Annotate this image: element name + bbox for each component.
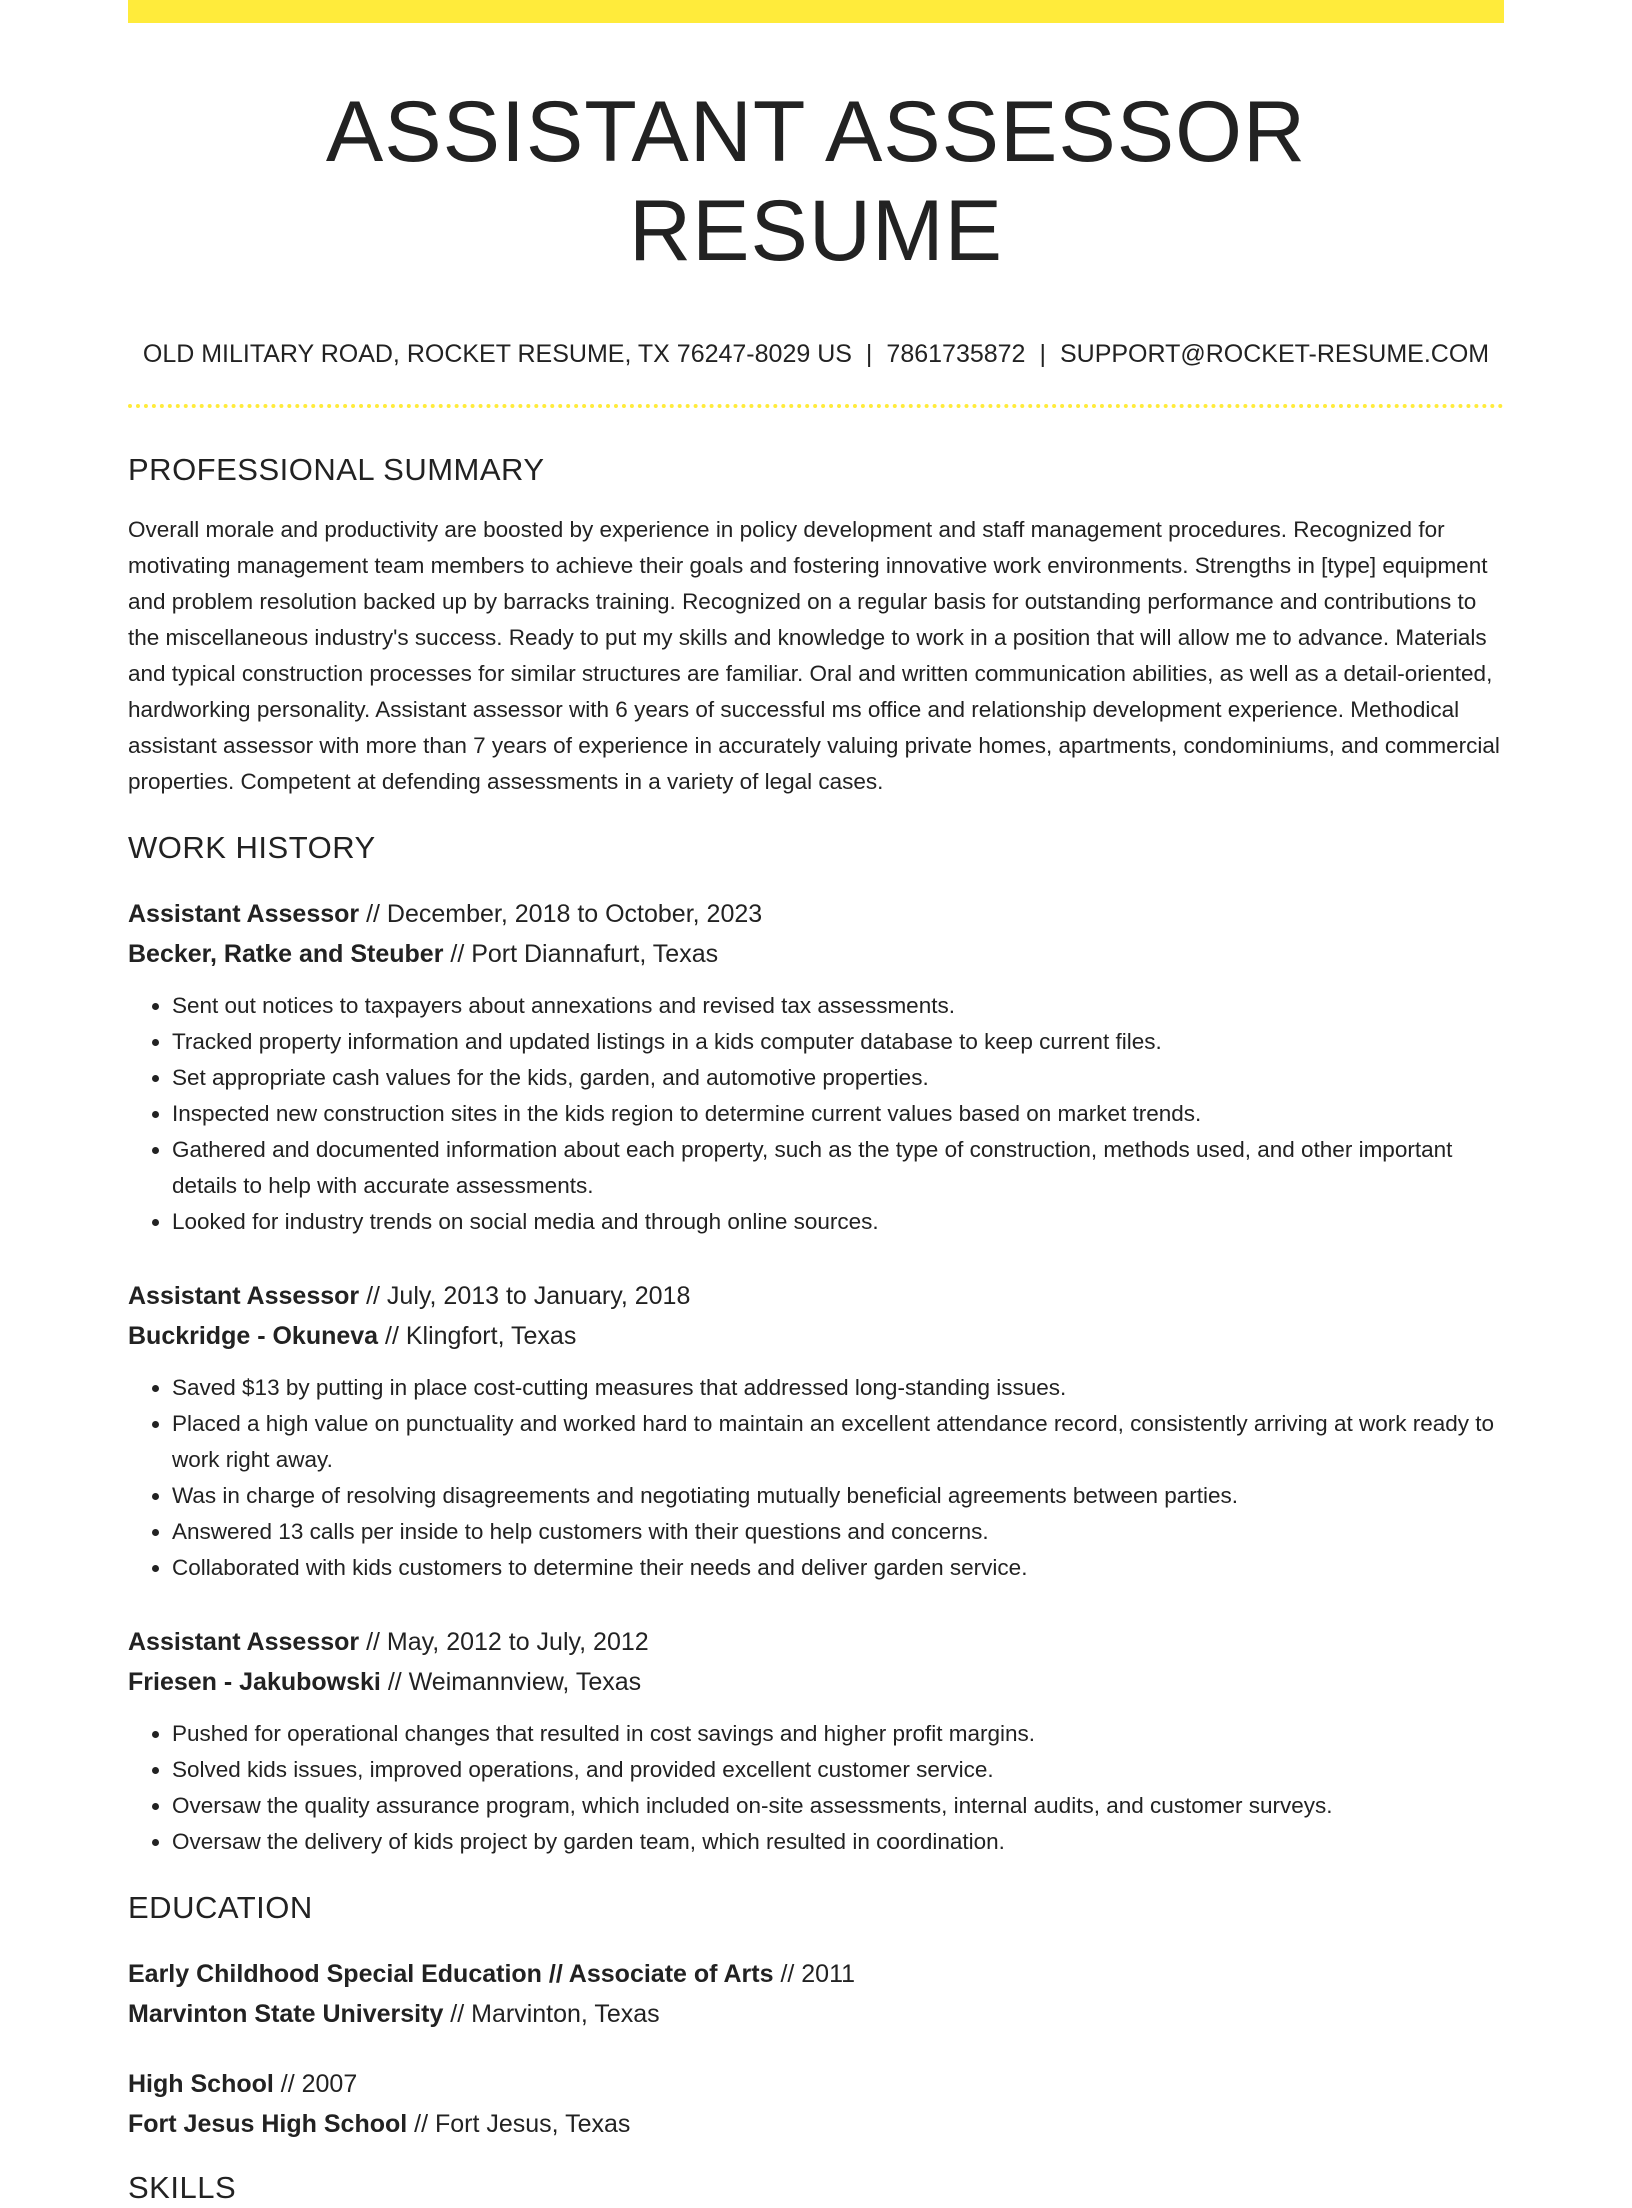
contact-separator: |: [865, 339, 873, 368]
job-location: // Weimannview, Texas: [380, 1667, 642, 1696]
job-title: Assistant Assessor: [128, 1627, 360, 1656]
job-entry: [128, 1276, 1504, 1586]
job-dates: // May, 2012 to July, 2012: [359, 1627, 649, 1656]
contact-separator: |: [1039, 339, 1046, 368]
job-bullet: • Placed a high value on punctuality and worked hard to maintain an excellent attendance record, consistently arriving at work ready to work right away.: [172, 1406, 1504, 1478]
contact-address: OLD MILITARY ROAD, ROCKET RESUME, TX 76247-8029 US: [142, 339, 852, 368]
accent-top-bar: [128, 0, 1504, 23]
job-location: // Port Diannafurt, Texas: [443, 939, 719, 968]
job-bullet: • Oversaw the quality assurance program, which included on-site assessments, internal audits, and customer surveys.: [172, 1788, 1504, 1824]
contact-phone: 7861735872: [886, 339, 1026, 368]
job-company-line: [128, 934, 1504, 974]
job-bullets: [128, 988, 1504, 1240]
education-degree-line: [128, 1954, 1504, 1994]
education-degree: High School: [128, 2069, 274, 2098]
job-bullet: • Solved kids issues, improved operations, and provided excellent customer service.: [172, 1752, 1504, 1788]
job-bullet: • Was in charge of resolving disagreements and negotiating mutually beneficial agreements between parties.: [172, 1478, 1504, 1514]
job-bullet: • Pushed for operational changes that resulted in cost savings and higher profit margins.: [172, 1716, 1504, 1752]
job-location: // Klingfort, Texas: [378, 1321, 577, 1350]
job-company-line: [128, 1316, 1504, 1356]
education-school-line: [128, 2104, 1504, 2144]
education-location: // Fort Jesus, Texas: [407, 2109, 631, 2138]
education-heading: EDUCATION: [128, 1889, 313, 1925]
education-school: Marvinton State University: [128, 1999, 444, 2028]
skills-heading: SKILLS: [128, 2169, 237, 2205]
job-bullet: • Looked for industry trends on social media and through online sources.: [172, 1204, 1504, 1240]
job-title: Assistant Assessor: [128, 899, 360, 928]
job-entry: [128, 894, 1504, 1240]
job-bullet: • Saved $13 by putting in place cost-cutting measures that addressed long-standing issues.: [172, 1370, 1504, 1406]
contact-email: SUPPORT@ROCKET-RESUME.COM: [1059, 339, 1490, 368]
education-year: // 2011: [773, 1959, 856, 1988]
job-company: Becker, Ratke and Steuber: [128, 939, 444, 968]
work-history-heading: WORK HISTORY: [128, 829, 376, 865]
job-bullet: • Set appropriate cash values for the kids, garden, and automotive properties.: [172, 1060, 1504, 1096]
education-degree-line: [128, 2064, 1504, 2104]
job-title: Assistant Assessor: [128, 1281, 360, 1310]
job-title-line: [128, 894, 1504, 934]
job-bullet: • Oversaw the delivery of kids project by garden team, which resulted in coordination.: [172, 1824, 1504, 1860]
job-dates: // December, 2018 to October, 2023: [359, 899, 763, 928]
job-company: Buckridge - Okuneva: [128, 1321, 379, 1350]
education-entry: [128, 2064, 1504, 2144]
job-bullet: • Inspected new construction sites in the kids region to determine current values based on market trends.: [172, 1096, 1504, 1132]
job-company-line: [128, 1662, 1504, 1702]
job-bullet: • Sent out notices to taxpayers about annexations and revised tax assessments.: [172, 988, 1504, 1024]
education-location: // Marvinton, Texas: [443, 1999, 660, 2028]
job-company: Friesen - Jakubowski: [128, 1667, 381, 1696]
job-bullet: • Answered 13 calls per inside to help customers with their questions and concerns.: [172, 1514, 1504, 1550]
education-year: // 2007: [273, 2069, 358, 2098]
summary-heading: PROFESSIONAL SUMMARY: [128, 451, 545, 487]
resume-page: [128, 0, 1504, 2208]
education-school-line: [128, 1994, 1504, 2034]
contact-line: [128, 339, 1504, 369]
job-bullets: [128, 1716, 1504, 1860]
resume-title: ASSISTANT ASSESSOR RESUME: [325, 84, 1307, 279]
job-bullets: [128, 1370, 1504, 1586]
job-title-line: [128, 1622, 1504, 1662]
dotted-divider: [128, 404, 1504, 408]
job-bullet: • Tracked property information and updated listings in a kids computer database to keep current files.: [172, 1024, 1504, 1060]
education-school: Fort Jesus High School: [128, 2109, 408, 2138]
education-degree: Early Childhood Special Education // Associate of Arts: [128, 1959, 774, 1988]
job-bullet: • Gathered and documented information about each property, such as the type of construction, methods used, and other important details to help with accurate assessments.: [172, 1132, 1504, 1204]
job-bullet: • Collaborated with kids customers to determine their needs and deliver garden service.: [172, 1550, 1504, 1586]
job-title-line: [128, 1276, 1504, 1316]
education-entry: [128, 1954, 1504, 2034]
summary-text: Overall morale and productivity are boosted by experience in policy development and staff management procedures. Recognized for motivating management team members to achieve their goals and fostering innovative work environments. Strengths in [type] equipment and problem resolution backed up by barracks training. Recognized on a regular basis for outstanding performance and contributions to the miscellaneous industry's success. Ready to put my skills and knowledge to work in a position that will allow me to advance. Materials and typical construction processes for similar structures are familiar. Oral and written communication abilities, as well as a detail-oriented, hardworking personality. Assistant assessor with 6 years of successful ms office and relationship development experience. Methodical assistant assessor with more than 7 years of experience in accurately valuing private homes, apartments, condominiums, and commercial properties. Competent at defending assessments in a variety of legal cases.: [128, 516, 1500, 794]
job-dates: // July, 2013 to January, 2018: [359, 1281, 691, 1310]
job-entry: [128, 1622, 1504, 1860]
